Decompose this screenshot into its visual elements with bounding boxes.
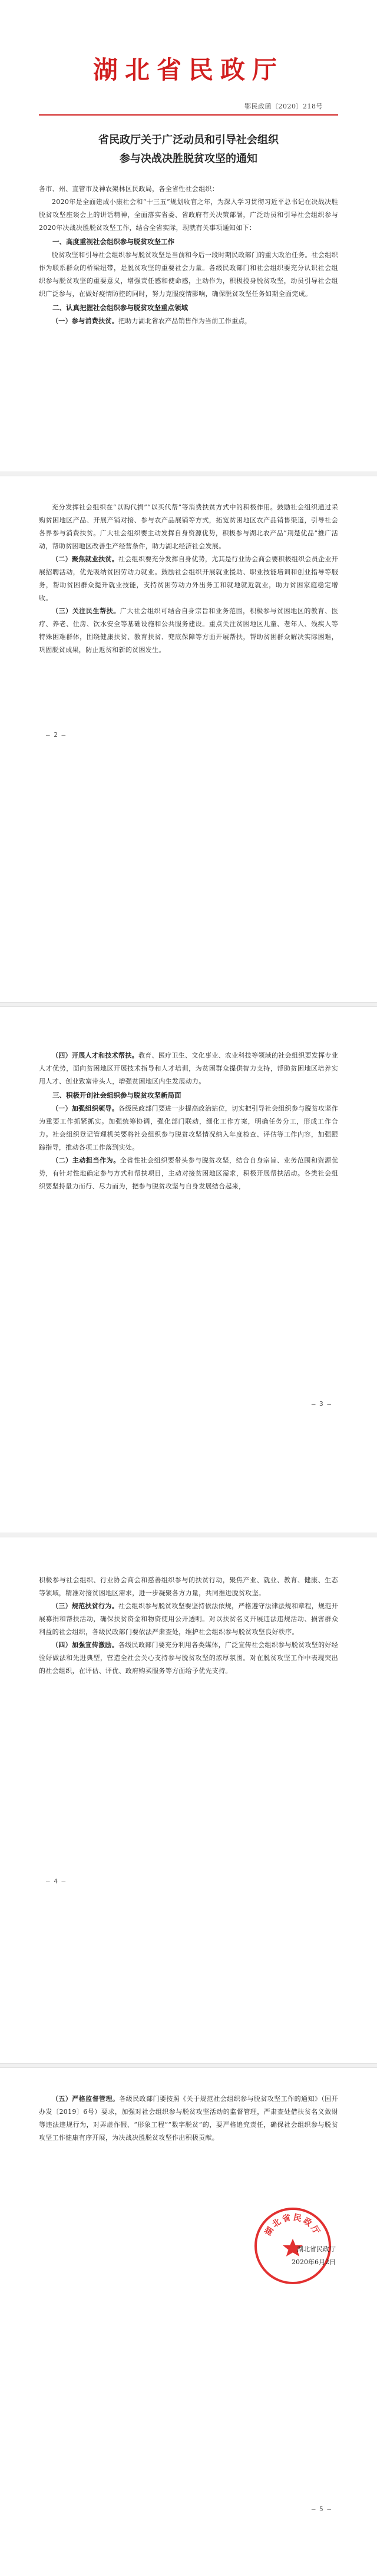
paragraph: 充分发挥社会组织在“以购代捐”“以买代帮”等消费扶贫方式中的积极作用。鼓励社会组织通过采购贫困地区产品、开展产销对接、参与农产品展销等方式，拓宽贫困地区农产品销售渠道，引导社会各界参与消费扶贫。广大社会组织要主动发挥自身资源优势，积极参与湖北农产品“荆楚优品”推广活动，帮助贫困地区改善生产经营条件，助力湖北经济社会发展。 — [39, 503, 338, 550]
page-separator — [0, 1002, 377, 1007]
paragraph-text: 社会组织参与脱贫攻坚要坚持依法依规，严格遵守法律法规和章程，规范开展募捐和帮扶活动，确保扶贫资金和物资使用公开透明。对以扶贫名义开展违法违规活动、损害群众利益的社会组织，各级民政部门要依法严肃查处，维护社会组织参与脱贫攻坚良好秩序。 — [39, 1602, 338, 1636]
paragraph-text: 广大社会组织可结合自身宗旨和业务范围，积极参与贫困地区的教育、医疗、养老、住房、饮水安全等基础设施和公共服务建设。重点关注贫困地区儿童、老年人、残疾人等特殊困难群体，围绕健康扶贫、教育扶贫、兜底保障等方面开展帮扶，帮助贫困群众解决实际困难，巩固脱贫成果，防止返贫和新的贫困发生。 — [39, 607, 338, 654]
subsection-lead: （一）加强组织领导。 — [52, 1105, 119, 1112]
signature-date: 2020年6月2日 — [292, 2258, 336, 2266]
svg-text:湖北省民政厅 — [263, 2212, 322, 2238]
page-5-body — [0, 2093, 377, 2145]
page-separator — [0, 1533, 377, 1537]
page-2-body — [0, 501, 377, 657]
page-3-body — [0, 1049, 377, 1193]
paragraph — [39, 553, 338, 605]
subsection-lead: （三）关注民生帮扶。 — [52, 607, 120, 615]
paragraph — [39, 1600, 338, 1639]
paragraph-text: 社会组织要充分发挥自身优势，尤其是行业协会商会要积极组织会员企业开展招聘活动，优先吸纳贫困劳动力就业。鼓励社会组织开展就业援助、职业技能培训和创业指导等服务，帮助贫困群众提升就业技能，支持贫困劳动力外出务工和就地就近就业，助力贫困家庭稳定增收。 — [39, 555, 338, 602]
section-heading-1: 一、高度重视社会组织参与脱贫攻坚工作 — [52, 238, 174, 246]
paragraph-text: 全省性社会组织要带头参与脱贫攻坚，结合自身宗旨、业务范围和资源优势，有针对性地确定参与方式和帮扶项目，主动对接贫困地区需求，积极开展帮扶活动。各类社会组织要坚持量力而行、尽力而为，把参与脱贫攻坚与自身发展结合起来， — [39, 1157, 338, 1190]
paragraph-text: 把助力湖北省农产品销售作为当前工作重点， — [118, 317, 252, 325]
signature-block — [247, 2243, 336, 2269]
signature-org: 湖北省民政厅 — [297, 2245, 336, 2253]
paragraph — [39, 1049, 338, 1088]
document-title-line-2: 参与决战决胜脱贫攻坚的通知 — [120, 153, 257, 165]
page-number: — 5 — — [311, 2505, 331, 2513]
page-separator — [0, 472, 377, 476]
subsection-lead: （二）主动担当作为。 — [52, 1157, 120, 1164]
paragraph — [39, 1102, 338, 1154]
subsection-lead: （一）参与消费扶贫。 — [52, 317, 118, 325]
document-title — [39, 131, 338, 169]
section-heading-2: 二、认真把握社会组织参与脱贫攻坚重点领域 — [52, 304, 188, 312]
paragraph — [39, 1639, 338, 1678]
seal-text: 湖北省民政厅 — [263, 2212, 322, 2238]
subsection-lead: （二）聚焦就业扶贫。 — [52, 555, 119, 563]
paragraph-text: 各级民政部门要充分利用各类媒体，广泛宣传社会组织参与脱贫攻坚的好经验好做法和先进典型，营造全社会关心支持参与脱贫攻坚的浓厚氛围。对在脱贫攻坚工作中表现突出的社会组织，在评估、评优、政府购买服务等方面给予优先支持。 — [39, 1641, 338, 1675]
paragraph: 2020年是全面建成小康社会和“十三五”规划收官之年，为深入学习贯彻习近平总书记在决战决胜脱贫攻坚座谈会上的讲话精神，全面落实省委、省政府有关决策部署，广泛动员和引导社会组织参与2020年决战决胜脱贫攻坚工作，结合全省实际，现就有关事项通知如下： — [39, 198, 338, 232]
document-number: 鄂民政函〔2020〕218号 — [244, 103, 323, 110]
section-heading-3: 三、积极开创社会组织参与脱贫攻坚新局面 — [52, 1091, 181, 1099]
subsection-lead: （五）严格监督管理。 — [52, 2095, 120, 2103]
org-title: 湖北省民政厅 — [92, 55, 284, 84]
red-divider-rule — [39, 114, 338, 116]
paragraph: 脱贫攻坚和引导社会组织参与脱贫攻坚是当前和今后一段时期民政部门的重大政治任务。社会组织作为联系群众的桥梁纽带，是脱贫攻坚的重要社会力量。各级民政部门和社会组织要充分认识社会组织参与脱贫攻坚的重要意义，增强责任感和使命感，主动作为，积极投身脱贫攻坚，动员引导社会组织广泛参与，在做好疫情防控的同时，努力克服疫情影响，确保脱贫攻坚任务如期全面完成。 — [39, 251, 338, 298]
paragraph-text: 教育、医疗卫生、文化事业、农业科技等领域的社会组织要发挥专业人才优势，面向贫困地区开展技术指导和人才培训，为贫困群众提供智力支持，帮助贫困地区培养实用人才、创业致富带头人，增强贫困地区内生发展动力。 — [39, 1052, 338, 1085]
page-number: — 4 — — [46, 1877, 66, 1885]
page-1-body — [0, 183, 377, 328]
addressee: 各市、州、直管市及神农架林区民政局，各全省性社会组织： — [39, 185, 219, 193]
paragraph — [39, 605, 338, 657]
subsection-lead: （四）加强宣传激励。 — [52, 1641, 119, 1649]
paragraph — [39, 2093, 338, 2145]
page-separator — [0, 2063, 377, 2068]
page-number: — 2 — — [46, 731, 66, 739]
document-title-line-1: 省民政厅关于广泛动员和引导社会组织 — [98, 134, 279, 146]
subsection-lead: （三）规范扶贫行为。 — [52, 1602, 119, 1610]
page-number: — 3 — — [311, 1400, 331, 1408]
paragraph — [39, 1154, 338, 1193]
paragraph — [39, 315, 338, 328]
paragraph-text: 各级民政部门要按照《关于规范社会组织参与脱贫攻坚工作的通知》（国开办发〔2019〕6号）要求，加强对社会组织参与脱贫攻坚活动的监督管理，严肃查处借扶贫名义敛财等违法违规行为，对弄虚作假、“形象工程”“数字脱贫”的，要严格追究责任，确保社会组织参与脱贫攻坚工作健康有序开展，为决战决胜脱贫攻坚作出积极贡献。 — [39, 2095, 339, 2142]
page-4-body — [0, 1574, 377, 1678]
subsection-lead: （四）开展人才和技术帮扶。 — [52, 1052, 138, 1059]
paragraph: 积极参与社会组织、行业协会商会和慈善组织参与的扶贫行动，聚焦产业、就业、教育、健康、生态等领域，精准对接贫困地区需求，进一步凝聚各方力量，共同推进脱贫攻坚。 — [39, 1576, 338, 1597]
paragraph-text: 各级民政部门要进一步提高政治站位，切实把引导社会组织参与脱贫攻坚作为重要工作抓紧抓实。加强统筹协调，强化部门联动，细化工作方案，明确任务分工，形成工作合力。社会组织登记管理机关要将社会组织参与脱贫攻坚情况纳入年度检查、评估等工作内容，加强跟踪指导，推动各项工作落到实处。 — [39, 1105, 338, 1151]
